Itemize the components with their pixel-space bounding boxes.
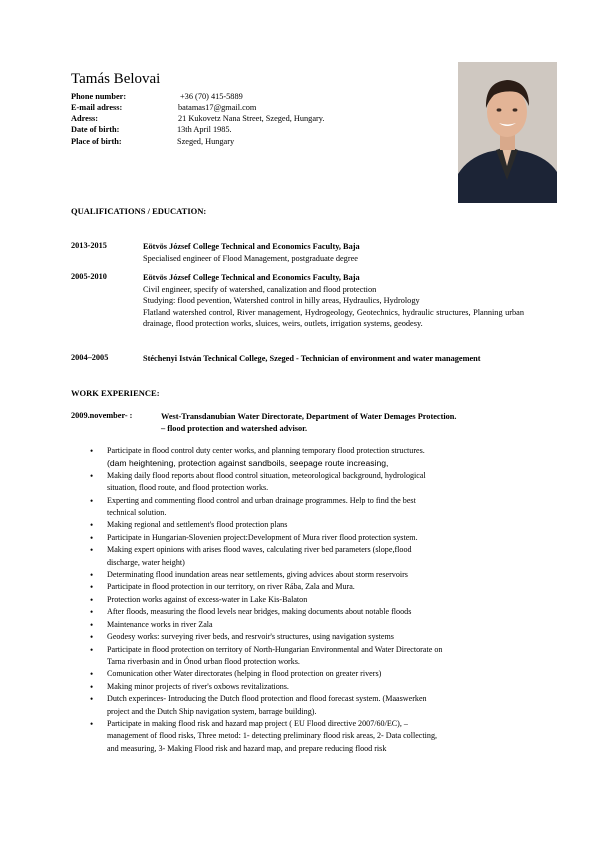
duty-line: and measuring, 3- Making Flood risk and hazard map, and prepare reducing flood risk xyxy=(107,743,387,753)
contact-phone xyxy=(71,91,243,103)
duty-line: • After floods, measuring the flood levels near bridges, making documents about notable floods xyxy=(107,607,412,617)
work-heading: WORK EXPERIENCE: xyxy=(71,388,160,398)
list-item xyxy=(91,445,526,470)
education-detail: Studying: flood pevention, Watershed control in hilly areas, Hydraulics, Hydrology xyxy=(143,296,420,305)
education-institution: Eötvös József College Technical and Economics Faculty, Baja xyxy=(143,273,360,282)
contact-email xyxy=(71,102,257,114)
duty-line: • Maintenance works in river Zala xyxy=(107,619,213,629)
duty-line: • Geodesy works: surveying river beds, and resrvoir's structures, using navigation systems xyxy=(107,632,394,642)
contact-value: batamas17@gmail.com xyxy=(178,103,257,112)
contact-label: E-mail adress: xyxy=(71,103,123,112)
list-item xyxy=(91,544,526,569)
contact-value: +36 (70) 415-5889 xyxy=(180,92,243,101)
duty-line: • Dutch experinces- Introducing the Dutch flood protection and flood forecast system. (Maaswerken xyxy=(107,694,427,704)
list-item xyxy=(91,693,526,718)
portrait-illustration xyxy=(458,62,557,203)
duty-line: • Determinating flood inundation areas near settlements, giving advices about storm reservoirs xyxy=(107,570,408,580)
duty-line: • Participate in making flood risk and hazard map project ( EU Flood directive 2007/60/EC), – xyxy=(107,718,408,728)
profile-photo xyxy=(458,62,557,203)
work-position: – flood protection and watershed advisor. xyxy=(161,423,308,433)
list-item xyxy=(91,581,526,593)
contact-address xyxy=(71,113,325,125)
contact-value: Szeged, Hungary xyxy=(177,137,235,146)
duties-list xyxy=(91,445,526,755)
duty-line: • Experting and commenting flood control and urban drainage programmes. Help to find the best xyxy=(107,495,416,505)
list-item xyxy=(91,718,526,755)
list-item xyxy=(91,495,526,520)
education-years: 2005-2010 xyxy=(71,272,107,281)
duty-line: discharge, water height) xyxy=(107,557,185,567)
duty-line: • Making expert opinions with arises flood waves, calculating river bed parameters (slope,flood xyxy=(107,545,412,555)
list-item xyxy=(91,519,526,531)
duty-line: • Participate in flood control duty center works, and planning temporary flood protection structures. xyxy=(107,446,425,455)
education-detail: Flatland watershed control, River management, Hydrogeology, Geotechnics, hydraulic structures, Planning urban drainage, flood protection works, sluices, weirs, outlets, irrigation systems, geodesy. xyxy=(143,307,524,328)
duty-line: • Participate in flood protection on territory of North-Hungarian Environmental and Water Directorate on xyxy=(107,644,443,654)
list-item xyxy=(91,668,526,680)
contact-birth-date xyxy=(71,124,232,136)
list-item xyxy=(91,569,526,581)
education-detail: Civil engineer, specify of watershed, canalization and flood protection xyxy=(143,284,377,294)
list-item xyxy=(91,606,526,618)
contact-label: Place of birth: xyxy=(71,137,122,146)
education-years: 2004–2005 xyxy=(71,353,109,362)
contact-label: Phone number: xyxy=(71,92,127,101)
list-item xyxy=(91,644,526,669)
duty-line: • Comunication other Water directorates (helping in flood protection on greater rivers) xyxy=(107,669,382,679)
duty-line: • Participate in flood protection in our territory, on river Rába, Zala and Mura. xyxy=(107,582,355,592)
education-institution: Eötvös József College Technical and Economics Faculty, Baja xyxy=(143,242,360,251)
contact-birth-place xyxy=(71,136,235,148)
list-item xyxy=(91,470,526,495)
education-institution: Stéchenyi István Technical College, Szeged - Technician of environment and water management xyxy=(143,354,481,363)
duty-line: Tarna riverbasin and in Ónod urban flood protection works. xyxy=(107,656,300,666)
education-entry xyxy=(143,241,524,264)
duty-line: project and the Dutch Ship navigation system, barrage building). xyxy=(107,706,317,716)
duty-line: (dam heightening, protection against sandboils, seepage route increasing, xyxy=(107,458,389,469)
contact-label: Date of birth: xyxy=(71,125,120,134)
list-item xyxy=(91,631,526,643)
duty-line: • Making regional and settlement's flood protection plans xyxy=(107,520,288,530)
duty-line: • Making daily flood reports about flood control situation, meteorological background, hydrological xyxy=(107,470,426,480)
education-entry xyxy=(143,272,524,330)
education-detail: Specialised engineer of Flood Management, postgraduate degree xyxy=(143,253,358,263)
duty-line: management of flood risks, Three metod: 1- detecting preliminary flood risk areas, 2- Data collecting, xyxy=(107,731,438,741)
list-item xyxy=(91,594,526,606)
work-employer: West-Transdanubian Water Directorate, Department of Water Demages Protection. xyxy=(161,412,457,421)
work-title xyxy=(161,411,457,434)
list-item xyxy=(91,619,526,631)
work-date: 2009.november- : xyxy=(71,411,133,420)
contact-label: Adress: xyxy=(71,114,99,123)
contact-value: 13th April 1985. xyxy=(177,125,232,134)
education-entry xyxy=(143,353,524,365)
duty-line: technical solution. xyxy=(107,508,167,518)
list-item xyxy=(91,532,526,544)
duty-line: • Participate in Hungarian-Slovenien project:Development of Mura river flood protection system. xyxy=(107,532,418,542)
list-item xyxy=(91,681,526,693)
contact-value: 21 Kukovetz Nana Street, Szeged, Hungary. xyxy=(178,114,325,123)
education-years: 2013-2015 xyxy=(71,241,107,250)
cv-name: Tamás Belovai xyxy=(71,71,161,87)
education-heading: QUALIFICATIONS / EDUCATION: xyxy=(71,206,207,216)
duty-line: situation, flood route, and flood protection works. xyxy=(107,483,269,493)
duty-line: • Making minor projects of river's oxbows revitalizations. xyxy=(107,681,289,691)
duty-line: • Protection works against of excess-water in Lake Kis-Balaton xyxy=(107,594,308,604)
